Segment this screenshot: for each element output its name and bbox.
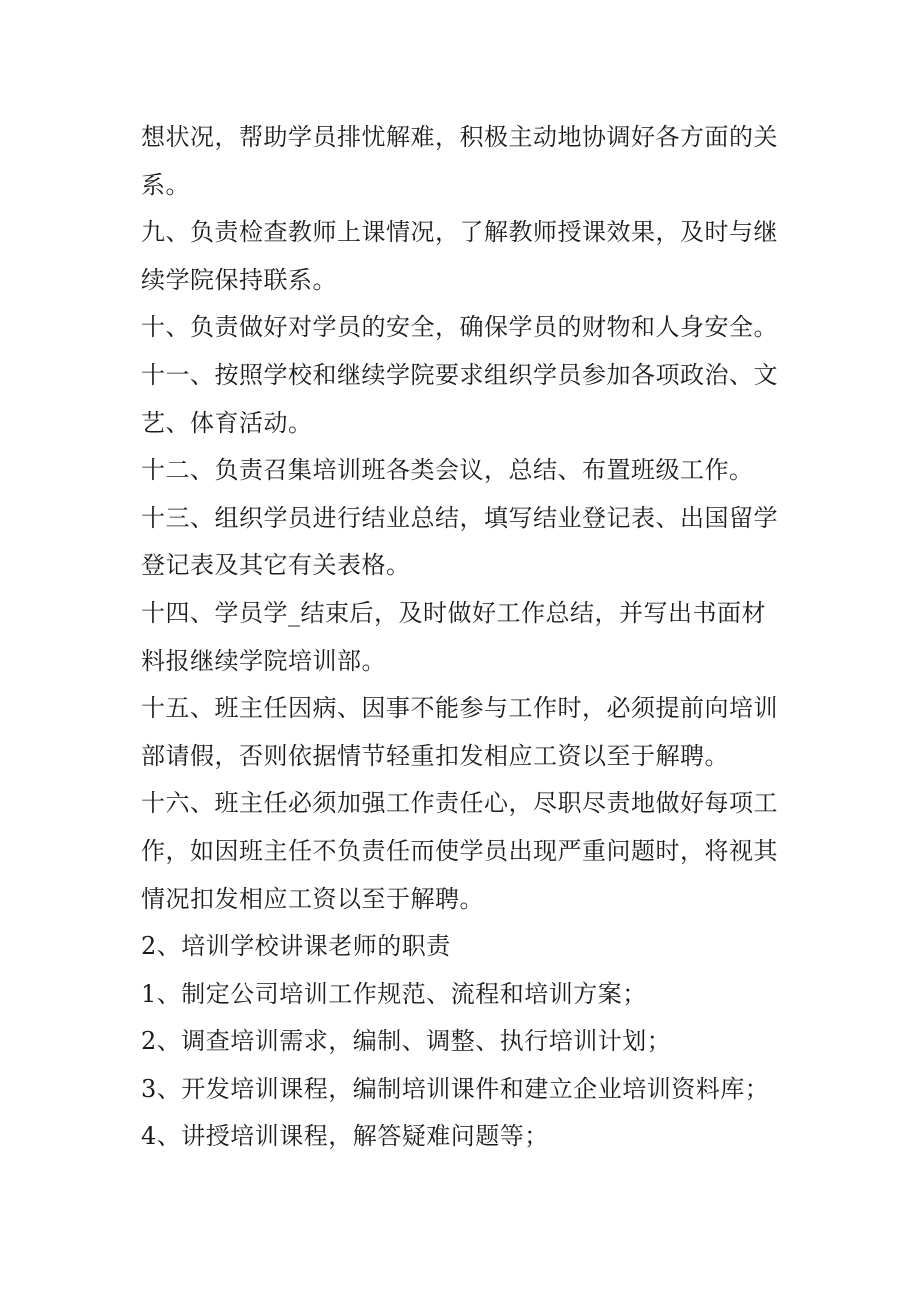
list-item: 1、制定公司培训工作规范、流程和培训方案； <box>141 979 647 1008</box>
text-line: 十四、学员学_结束后，及时做好工作总结，并写出书面材 <box>141 598 766 627</box>
list-item: 4、讲授培训课程，解答疑难问题等； <box>141 1122 549 1151</box>
text-line: 十、负责做好对学员的安全，确保学员的财物和人身安全。 <box>141 313 778 342</box>
text-line: 十五、班主任因病、因事不能参与工作时，必须提前向培训 <box>141 694 778 723</box>
text-line: 十一、按照学校和继续学院要求组织学员参加各项政治、文 <box>141 360 778 389</box>
text-line: 系。 <box>141 170 190 199</box>
text-line: 十六、班主任必须加强工作责任心，尽职尽责地做好每项工 <box>141 789 778 818</box>
text-line: 部请假，否则依据情节轻重扣发相应工资以至于解聘。 <box>141 741 729 770</box>
text-line: 作，如因班主任不负责任而使学员出现严重问题时，将视其 <box>141 836 778 865</box>
text-line: 艺、体育活动。 <box>141 408 313 437</box>
document-body <box>141 114 801 1161</box>
text-line: 十二、负责召集培训班各类会议，总结、布置班级工作。 <box>141 456 754 485</box>
text-line: 想状况，帮助学员排忧解难，积极主动地协调好各方面的关 <box>141 123 778 151</box>
text-line: 十三、组织学员进行结业总结，填写结业登记表、出国留学 <box>141 503 778 532</box>
text-line: 登记表及其它有关表格。 <box>141 551 411 580</box>
text-line: 九、负责检查教师上课情况，了解教师授课效果，及时与继 <box>141 218 778 247</box>
text-line: 料报继续学院培训部。 <box>141 646 386 675</box>
section-heading: 2、培训学校讲课老师的职责 <box>141 932 451 961</box>
list-item: 3、开发培训课程，编制培训课件和建立企业培训资料库； <box>141 1074 770 1103</box>
text-line: 续学院保持联系。 <box>141 265 337 294</box>
text-line: 情况扣发相应工资以至于解聘。 <box>141 884 484 913</box>
list-item: 2、调查培训需求，编制、调整、执行培训计划； <box>141 1027 672 1056</box>
